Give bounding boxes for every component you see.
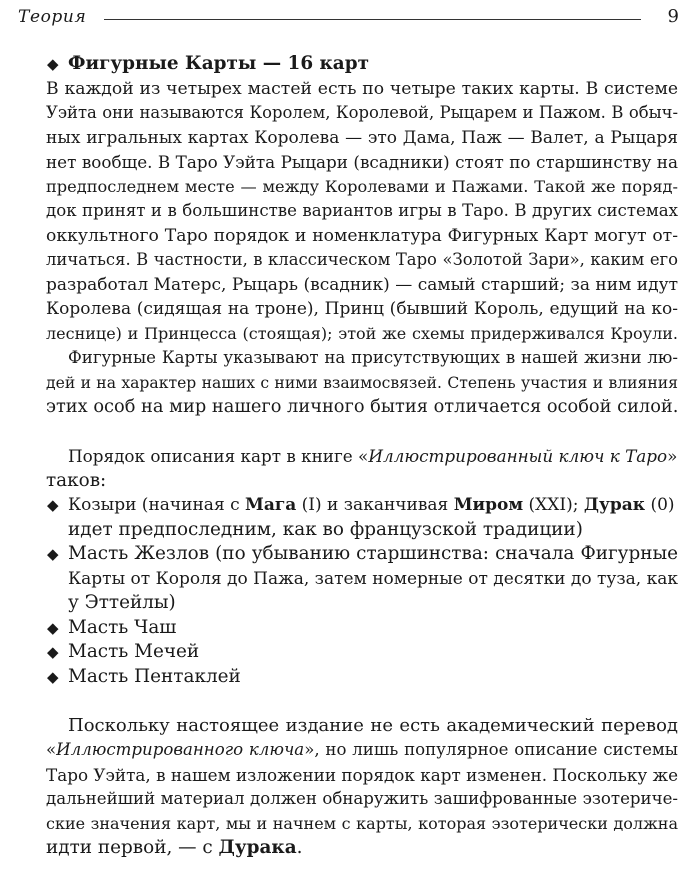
text-line: идти первой, — с Дурака. [46, 837, 303, 858]
text-line: «Иллюстрированного ключа», но лишь популярное описание системы [46, 740, 678, 759]
text-line: идет предпоследним, как во французской традиции) [68, 518, 583, 540]
list-item [46, 52, 678, 77]
bullet-icon: ◆ [47, 618, 59, 637]
text-line: В каждой из четырех мастей есть по четыре таких карты. В системе [46, 78, 678, 99]
text-line: таков: [46, 469, 107, 491]
text-line: ных игральных картах Королева — это Дама, Паж — Валет, а Рыцаря [46, 127, 678, 148]
text-line: у Эттейлы) [68, 592, 176, 613]
text-line: личаться. В частности, в классическом Таро «Золотой Зари», каким его [46, 250, 678, 269]
text-line: Порядок описания карт в книге «Иллюстрированный ключ к Таро» [68, 446, 678, 466]
list-item: ◆ Козыри (начиная с Мага (I) и заканчивая Миром (XXI); Дурак (0) [46, 493, 678, 518]
paragraph-gap [46, 420, 678, 445]
text-line: дей и на характер наших с ними взаимосвязей. Степень участия и влияния [46, 373, 678, 392]
text-line: Поскольку настоящее издание не есть академический перевод [68, 714, 678, 736]
text-line: оккультного Таро порядок и номенклатура Фигурных Карт могут от- [46, 225, 678, 246]
text-line: дальнейший материал должен обнаружить зашифрованные эзотериче- [46, 789, 678, 808]
text-line: ские значения карт, мы и начнем с карты, которая эзотерически должна [46, 813, 678, 833]
text-line: Фигурные Карты указывают на присутствующих в нашей жизни лю- [68, 348, 678, 367]
paragraph-gap [46, 689, 678, 714]
text-line: этих особ на мир нашего личного бытия отличается особой силой. [46, 396, 679, 417]
subheading: Фигурные Карты — 16 карт [68, 53, 369, 74]
header-rule [104, 19, 641, 20]
book-title: Иллюстрированного ключа [56, 740, 305, 759]
text-line: леснице) и Принцесса (стоящая); этой же схемы придерживался Кроули. [46, 323, 678, 343]
text-line: Королева (сидящая на троне), Принц (бывший Король, едущий на ко- [46, 299, 678, 319]
list-item: ◆ Масть Мечей [46, 640, 678, 665]
text-line: нет вообще. В Таро Уэйта Рыцари (всадники) стоят по старшинству на [46, 152, 678, 172]
bullet-icon: ◆ [47, 496, 59, 514]
page-body [46, 52, 678, 861]
list-item: ◆ Масть Жезлов (по убыванию старшинства: сначала Фигурные [46, 542, 678, 567]
page-number: 9 [667, 6, 679, 27]
list-item: ◆ Масть Чаш [46, 616, 678, 641]
text-line: док принят и в большинстве вариантов игры в Таро. В других системах [46, 201, 678, 220]
bullet-icon: ◆ [47, 643, 59, 661]
list-item: ◆ Масть Пентаклей [46, 665, 678, 690]
bullet-icon: ◆ [47, 545, 59, 563]
running-header [18, 4, 679, 30]
text-line: Уэйта они называются Королем, Королевой, Рыцарем и Пажом. В обыч- [46, 103, 678, 122]
text-line: предпоследнем месте — между Королевами и Пажами. Такой же поряд- [46, 176, 678, 196]
section-title: Теория [18, 7, 87, 27]
bullet-icon: ◆ [47, 667, 59, 686]
text-line: Таро Уэйта, в нашем изложении порядок карт изменен. Поскольку же [46, 764, 678, 785]
text-line: Карты от Короля до Пажа, затем номерные от десятки до туза, как [68, 568, 678, 589]
book-title: Иллюстрированный ключ к Таро [368, 446, 668, 466]
bullet-icon: ◆ [47, 55, 59, 73]
text-line: разработал Матерс, Рыцарь (всадник) — самый старший; за ним идут [46, 274, 678, 295]
